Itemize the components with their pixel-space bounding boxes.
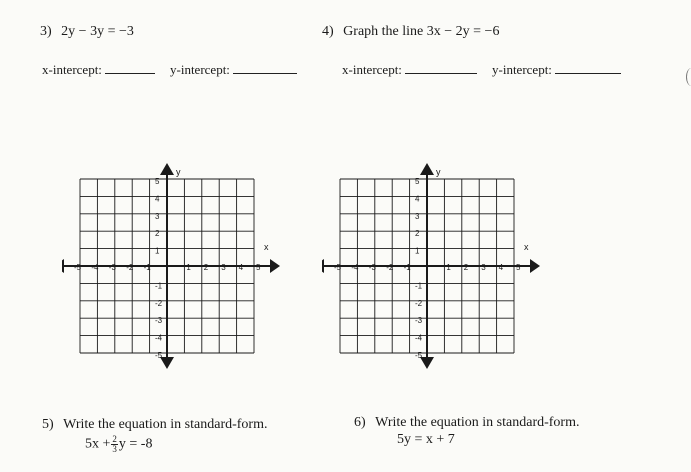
y-tick-label: -5	[155, 351, 163, 360]
x-tick-label: 4	[238, 263, 244, 272]
problem-3-number: 3)	[40, 24, 52, 39]
x-tick-label: 2	[463, 263, 469, 272]
fraction-denominator: 3	[112, 444, 117, 454]
problem-3	[40, 24, 134, 40]
problem-6-number: 6)	[354, 415, 366, 430]
problem-5-eq-right: y = -8	[118, 436, 153, 452]
x-axis-arrow-right-icon	[530, 259, 540, 273]
p3-x-intercept-blank[interactable]	[105, 62, 155, 74]
p4-y-intercept-blank[interactable]	[555, 62, 621, 74]
y-tick-label: 2	[155, 229, 160, 239]
x-tick-label: -5	[334, 263, 342, 272]
p3-y-intercept-label: y-intercept:	[170, 62, 230, 77]
x-tick-label: -1	[143, 263, 151, 272]
x-axis-label: x	[524, 242, 529, 252]
page-edge-mark	[686, 68, 691, 86]
x-tick-label: 4	[498, 263, 504, 272]
y-axis-label: y	[436, 167, 441, 177]
p3-x-intercept[interactable]	[42, 62, 155, 78]
p3-x-intercept-label: x-intercept:	[42, 62, 102, 77]
x-tick-label: 3	[481, 263, 486, 272]
x-tick-label: -5	[74, 263, 82, 272]
fraction-two-thirds	[111, 435, 118, 454]
x-tick-label: -3	[108, 263, 116, 272]
p4-y-intercept[interactable]	[492, 62, 621, 78]
y-tick-label: -2	[155, 298, 163, 308]
y-tick-label: 1	[415, 246, 420, 256]
coordinate-grid-1[interactable]	[62, 152, 282, 372]
y-tick-label: 5	[415, 177, 420, 186]
coordinate-grid-2[interactable]	[322, 152, 542, 372]
p4-y-intercept-label: y-intercept:	[492, 62, 552, 77]
y-tick-label: -3	[155, 316, 163, 326]
x-axis-arrow-left-icon	[322, 259, 324, 273]
y-tick-label: -1	[415, 281, 423, 291]
x-tick-label: 1	[446, 263, 451, 272]
x-tick-label: 2	[203, 263, 209, 272]
y-tick-label: 1	[155, 246, 160, 256]
problem-6-equation: 5y = x + 7	[397, 432, 455, 447]
x-axis-arrow-right-icon	[270, 259, 280, 273]
x-tick-label: -4	[91, 263, 99, 272]
problem-5-equation	[85, 435, 152, 454]
problem-6	[354, 415, 579, 431]
fraction-numerator: 2	[112, 434, 117, 444]
y-tick-label: -4	[415, 333, 423, 343]
y-tick-label: 4	[155, 194, 160, 204]
y-tick-label: -4	[155, 333, 163, 343]
y-tick-label: -5	[415, 351, 423, 360]
p3-y-intercept[interactable]	[170, 62, 297, 78]
p4-x-intercept-label: x-intercept:	[342, 62, 402, 77]
p3-y-intercept-blank[interactable]	[233, 62, 297, 74]
problem-3-equation: 2y − 3y = −3	[61, 24, 134, 39]
x-tick-label: 1	[186, 263, 191, 272]
problem-5-eq-left: 5x +	[85, 436, 111, 452]
x-axis-arrow-left-icon	[62, 259, 64, 273]
y-tick-label: -2	[415, 298, 423, 308]
x-tick-label: -4	[351, 263, 359, 272]
y-axis-arrow-up-icon	[420, 163, 434, 175]
problem-4	[322, 24, 499, 40]
p4-x-intercept-blank[interactable]	[405, 62, 477, 74]
y-axis-arrow-up-icon	[160, 163, 174, 175]
x-tick-label: -2	[386, 263, 394, 272]
problem-5-prompt: Write the equation in standard-form.	[63, 417, 268, 432]
x-tick-label: 3	[221, 263, 226, 272]
y-tick-label: 3	[155, 211, 160, 221]
x-tick-label: 5	[256, 263, 261, 272]
problem-6-prompt: Write the equation in standard-form.	[375, 415, 580, 430]
y-axis-label: y	[176, 167, 181, 177]
x-tick-label: 5	[516, 263, 521, 272]
x-tick-label: -2	[126, 263, 134, 272]
x-axis-label: x	[264, 242, 269, 252]
p4-x-intercept[interactable]	[342, 62, 477, 78]
x-tick-label: -1	[403, 263, 411, 272]
y-tick-label: 4	[415, 194, 420, 204]
problem-4-prompt: Graph the line 3x − 2y = −6	[343, 24, 500, 39]
x-tick-label: -3	[368, 263, 376, 272]
problem-4-number: 4)	[322, 24, 334, 39]
y-tick-label: -3	[415, 316, 423, 326]
y-tick-label: 3	[415, 211, 420, 221]
problem-5	[42, 417, 267, 433]
y-tick-label: 5	[155, 177, 160, 186]
y-tick-label: 2	[415, 229, 420, 239]
problem-5-number: 5)	[42, 417, 54, 432]
y-tick-label: -1	[155, 281, 163, 291]
